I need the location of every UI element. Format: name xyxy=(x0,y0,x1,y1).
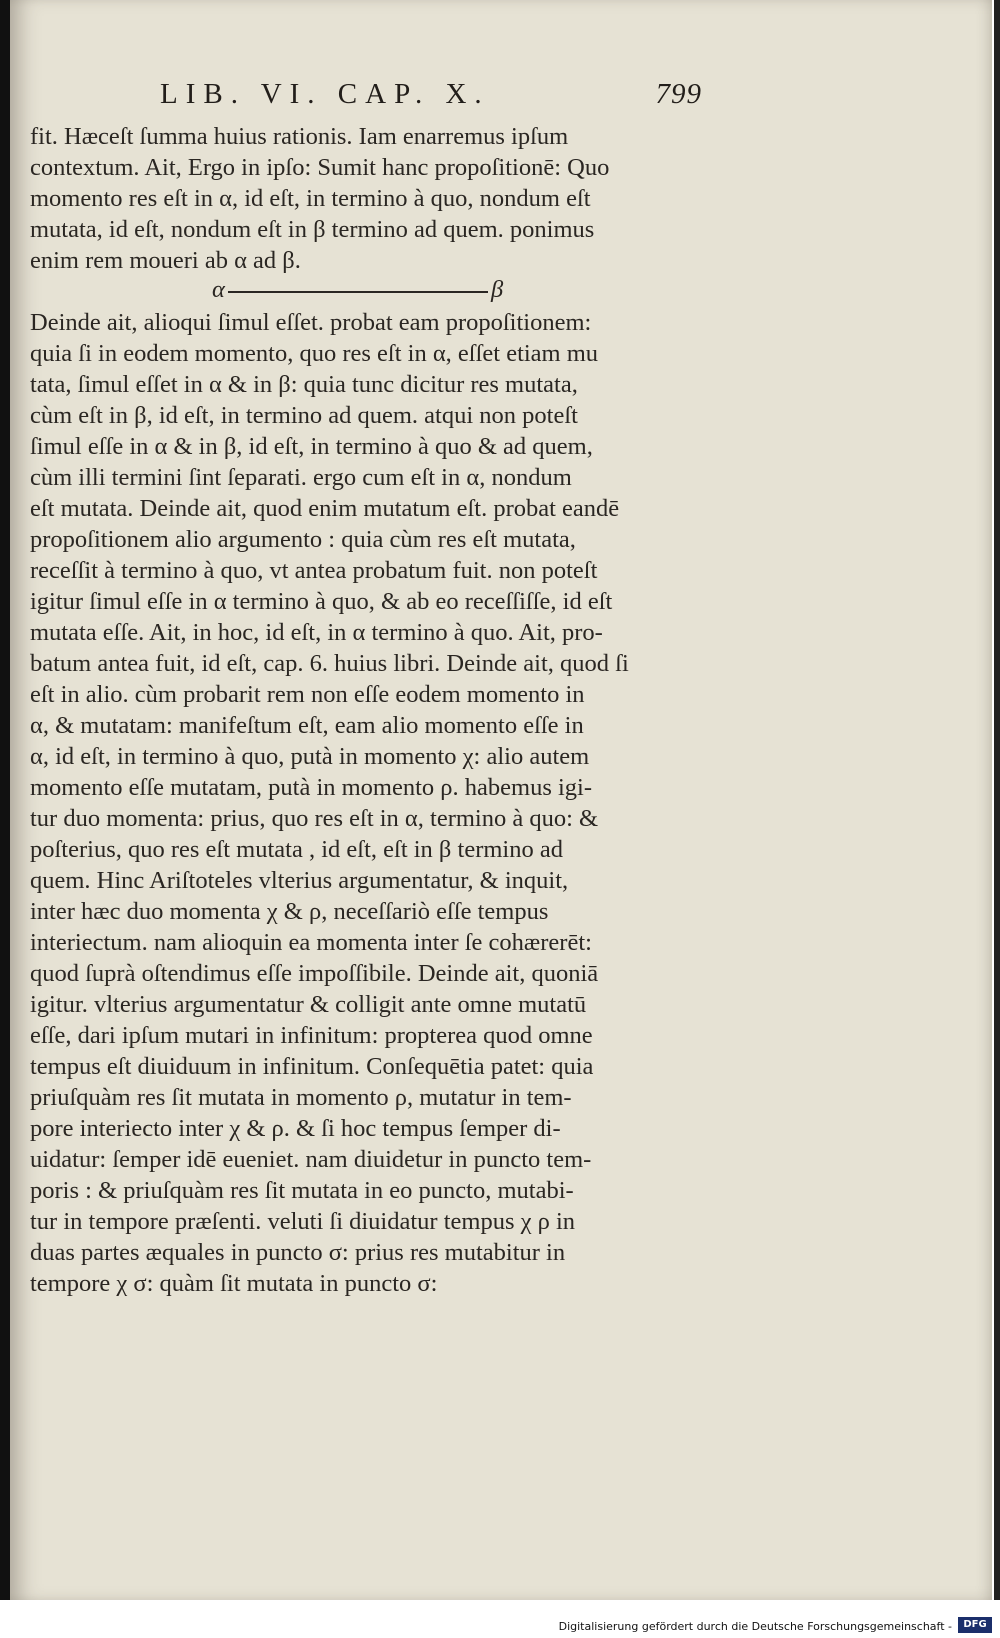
text-line: Deinde ait, alioqui ſimul eſſet. probat eam propoſitionem: xyxy=(30,309,592,336)
text-line: eſt in alio. cùm probarit rem non eſſe eodem momento in xyxy=(30,681,585,708)
text-line: contextum. Ait, Ergo in ipſo: Sumit hanc propoſitionē: Quo xyxy=(30,154,610,181)
text-line: priuſquàm res ſit mutata in momento ρ, mutatur in tem- xyxy=(30,1084,572,1111)
page-header xyxy=(160,78,702,118)
text-line: cùm eſt in β, id eſt, in termino ad quem. atqui non poteſt xyxy=(30,402,578,429)
diagram-label-alpha: α xyxy=(212,276,225,303)
text-line: eſt mutata. Deinde ait, quod enim mutatum eſt. probat eandē xyxy=(30,495,620,522)
text-line: fit. Hæceſt ſumma huius rationis. Iam enarremus ipſum xyxy=(30,123,569,150)
motion-diagram xyxy=(30,276,690,307)
book-page xyxy=(10,0,992,1600)
page-number: 799 xyxy=(655,78,702,110)
text-line: tur duo momenta: prius, quo res eſt in α, termino à quo: & xyxy=(30,805,599,832)
text-line: tempus eſt diuiduum in infinitum. Conſequētia patet: quia xyxy=(30,1053,594,1080)
dfg-logo-icon: DFG xyxy=(958,1617,992,1633)
text-line: uidatur: ſemper idē eueniet. nam diuidetur in puncto tem- xyxy=(30,1146,592,1173)
text-line: poſterius, quo res eſt mutata , id eſt, eſt in β termino ad xyxy=(30,836,563,863)
text-line: momento eſſe mutatam, putà in momento ρ. habemus igi- xyxy=(30,774,593,801)
text-line: cùm illi termini ſint ſeparati. ergo cum eſt in α, nondum xyxy=(30,464,572,491)
text-line: propoſitionem alio argumento : quia cùm res eſt mutata, xyxy=(30,526,576,553)
text-line: α, & mutatam: manifeſtum eſt, eam alio momento eſſe in xyxy=(30,712,584,739)
text-line: enim rem moueri ab α ad β. xyxy=(30,247,301,274)
text-line: quia ſi in eodem momento, quo res eſt in α, eſſet etiam mu xyxy=(30,340,599,367)
diagram-line xyxy=(228,291,488,293)
text-line: tur in tempore præſenti. veluti ſi diuidatur tempus χ ρ in xyxy=(30,1208,576,1235)
text-line: tata, ſimul eſſet in α & in β: quia tunc dicitur res mutata, xyxy=(30,371,578,398)
text-line: receſſit à termino à quo, vt antea probatum fuit. non poteſt xyxy=(30,557,598,584)
footer xyxy=(0,1604,1000,1638)
text-line: poris : & priuſquàm res ſit mutata in eo puncto, mutabi- xyxy=(30,1177,574,1204)
text-line: igitur ſimul eſſe in α termino à quo, & ab eo receſſiſſe, id eſt xyxy=(30,588,613,615)
text-line: batum antea fuit, id eſt, cap. 6. huius libri. Deinde ait, quod ſi xyxy=(30,650,629,677)
running-head: LIB. VI. CAP. X. xyxy=(160,78,490,110)
text-line: momento res eſt in α, id eſt, in termino à quo, nondum eſt xyxy=(30,185,591,212)
text-line: igitur. vlterius argumentatur & colligit ante omne mutatū xyxy=(30,991,587,1018)
scan-right-edge xyxy=(994,0,1000,1600)
funding-credit: Digitalisierung gefördert durch die Deutsche Forschungsgemeinschaft - xyxy=(558,1620,952,1633)
text-line: ſimul eſſe in α & in β, id eſt, in termino à quo & ad quem, xyxy=(30,433,593,460)
text-line: pore interiecto inter χ & ρ. & ſi hoc tempus ſemper di- xyxy=(30,1115,561,1142)
diagram-label-beta: β xyxy=(491,276,504,303)
text-line: inter hæc duo momenta χ & ρ, neceſſariò eſſe tempus xyxy=(30,898,549,925)
text-line: mutata eſſe. Ait, in hoc, id eſt, in α termino à quo. Ait, pro- xyxy=(30,619,603,646)
text-line: α, id eſt, in termino à quo, putà in momento χ: alio autem xyxy=(30,743,590,770)
text-line: tempore χ σ: quàm ſit mutata in puncto σ: xyxy=(30,1270,438,1297)
text-line: quod ſuprà oſtendimus eſſe impoſſibile. Deinde ait, quoniā xyxy=(30,960,599,987)
text-line: quem. Hinc Ariſtoteles vlterius argumentatur, & inquit, xyxy=(30,867,569,894)
body-text xyxy=(30,121,690,1299)
text-line: duas partes æquales in puncto σ: prius res mutabitur in xyxy=(30,1239,566,1266)
text-line: interiectum. nam alioquin ea momenta inter ſe cohærerēt: xyxy=(30,929,592,956)
text-line: mutata, id eſt, nondum eſt in β termino ad quem. ponimus xyxy=(30,216,595,243)
text-line: eſſe, dari ipſum mutari in infinitum: propterea quod omne xyxy=(30,1022,593,1049)
